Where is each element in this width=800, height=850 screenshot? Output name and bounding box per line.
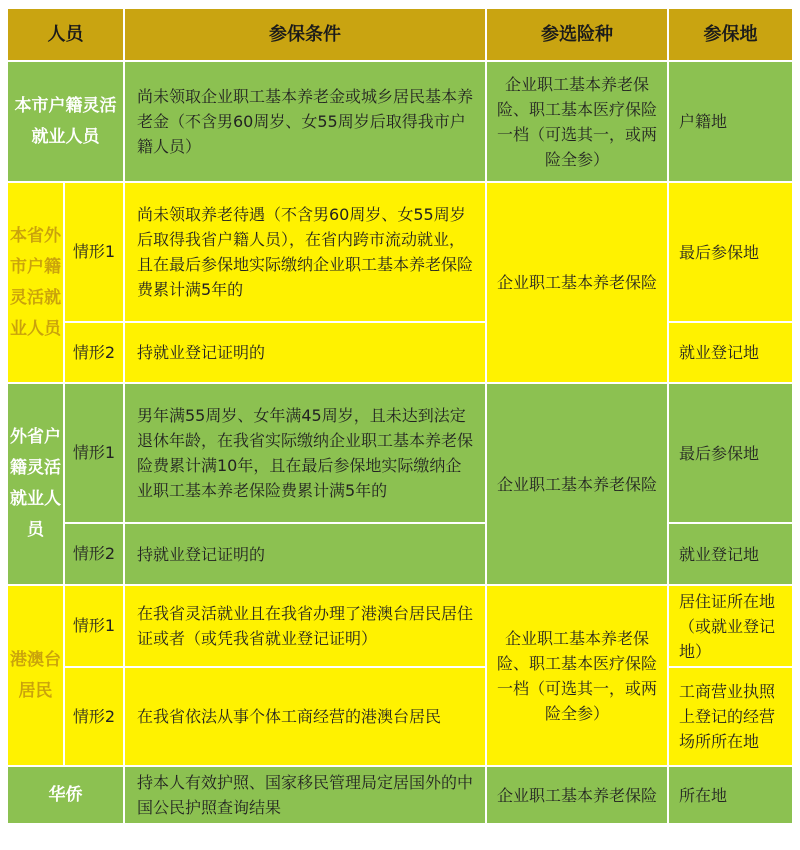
row-other-province-case2	[8, 524, 792, 584]
hmt-case2-location: 工商营业执照上登记的经营场所所在地	[669, 668, 792, 765]
insurance-eligibility-table	[6, 7, 794, 825]
province-insurance: 企业职工基本养老保险	[487, 183, 667, 382]
row-overseas-chinese	[8, 767, 792, 823]
overseas-condition: 持本人有效护照、国家移民管理局定居国外的中国公民护照查询结果	[125, 767, 485, 823]
other-province-case1-condition: 男年满55周岁、女年满45周岁，且未达到法定退休年龄，在我省实际缴纳企业职工基本养老保险费累计满10年，且在最后参保地实际缴纳企业职工基本养老保险费累计满5年的	[125, 384, 485, 522]
hmt-case2-label: 情形2	[65, 668, 123, 765]
header-insurance: 参选险种	[487, 9, 667, 60]
group-local-residents: 本市户籍灵活就业人员	[8, 62, 123, 181]
local-insurance: 企业职工基本养老保险、职工基本医疗保险一档（可选其一，或两险全参）	[487, 62, 667, 181]
header-location: 参保地	[669, 9, 792, 60]
hmt-insurance: 企业职工基本养老保险、职工基本医疗保险一档（可选其一，或两险全参）	[487, 586, 667, 765]
province-case2-location: 就业登记地	[669, 323, 792, 382]
hmt-case1-label: 情形1	[65, 586, 123, 666]
overseas-insurance: 企业职工基本养老保险	[487, 767, 667, 823]
other-province-case2-location: 就业登记地	[669, 524, 792, 584]
overseas-location: 所在地	[669, 767, 792, 823]
group-province-other-city: 本省外市户籍灵活就业人员	[8, 183, 63, 382]
other-province-insurance: 企业职工基本养老保险	[487, 384, 667, 584]
hmt-case2-condition: 在我省依法从事个体工商经营的港澳台居民	[125, 668, 485, 765]
province-case1-location: 最后参保地	[669, 183, 792, 321]
row-other-province-case1	[8, 384, 792, 522]
hmt-case1-condition: 在我省灵活就业且在我省办理了港澳台居民居住证或者（或凭我省就业登记证明）	[125, 586, 485, 666]
province-case1-label: 情形1	[65, 183, 123, 321]
header-conditions: 参保条件	[125, 9, 485, 60]
other-province-case1-label: 情形1	[65, 384, 123, 522]
group-overseas-chinese: 华侨	[8, 767, 123, 823]
local-location: 户籍地	[669, 62, 792, 181]
header-people: 人员	[8, 9, 123, 60]
other-province-case2-condition: 持就业登记证明的	[125, 524, 485, 584]
row-province-case1	[8, 183, 792, 321]
hmt-case1-location: 居住证所在地（或就业登记地）	[669, 586, 792, 666]
row-hmt-case2	[8, 668, 792, 765]
header-row	[8, 9, 792, 60]
province-case2-condition: 持就业登记证明的	[125, 323, 485, 382]
other-province-case1-location: 最后参保地	[669, 384, 792, 522]
row-province-case2	[8, 323, 792, 382]
row-hmt-case1	[8, 586, 792, 666]
province-case1-condition: 尚未领取养老待遇（不含男60周岁、女55周岁后取得我省户籍人员），在省内跨市流动就业，且在最后参保地实际缴纳企业职工基本养老保险费累计满5年的	[125, 183, 485, 321]
province-case2-label: 情形2	[65, 323, 123, 382]
group-hmt-residents: 港澳台居民	[8, 586, 63, 765]
local-condition: 尚未领取企业职工基本养老金或城乡居民基本养老金（不含男60周岁、女55周岁后取得我市户籍人员）	[125, 62, 485, 181]
group-other-province: 外省户籍灵活就业人员	[8, 384, 63, 584]
row-local-residents	[8, 62, 792, 181]
other-province-case2-label: 情形2	[65, 524, 123, 584]
